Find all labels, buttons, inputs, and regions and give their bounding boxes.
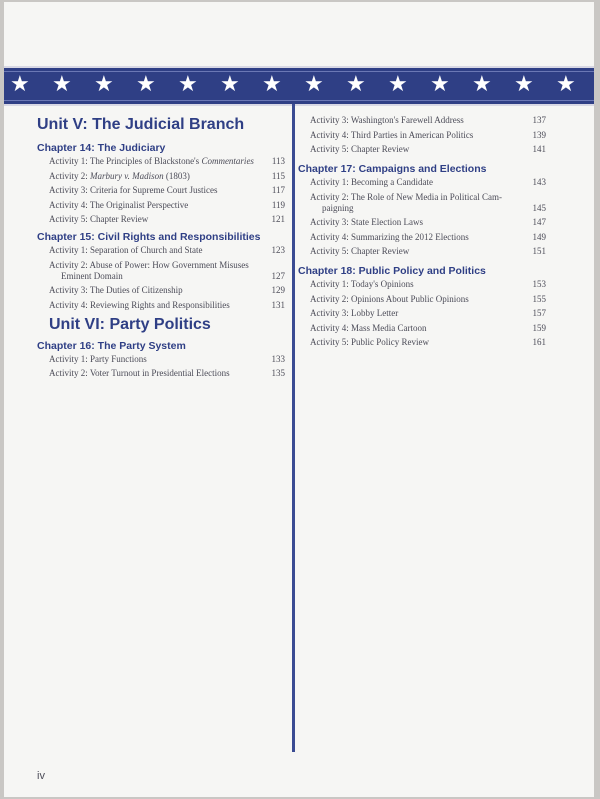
entry-title-line1: Activity 2: The Role of New Media in Political Cam- — [310, 191, 503, 202]
star-icon: ★ — [556, 72, 576, 97]
entry-page: 131 — [271, 299, 285, 310]
entry-title-suffix: (1803) — [163, 170, 190, 181]
chapter-18-heading: Chapter 18: Public Policy and Politics — [298, 265, 486, 277]
entry-page: 151 — [532, 246, 546, 256]
toc-entry[interactable] — [298, 337, 546, 348]
entry-title: Activity 1: Separation of Church and State — [49, 245, 203, 255]
star-icon: ★ — [178, 72, 198, 97]
entry-title-line2: paigning — [322, 202, 354, 213]
toc-entry[interactable] — [298, 232, 546, 243]
chapter-17-heading: Chapter 17: Campaigns and Elections — [298, 163, 487, 175]
entry-page: 155 — [532, 293, 546, 304]
entry-page: 153 — [532, 279, 546, 289]
entry-page: 141 — [532, 144, 546, 154]
entry-page: 139 — [532, 129, 546, 140]
toc-entry[interactable] — [298, 130, 546, 141]
entry-title: Activity 2: — [49, 170, 90, 181]
star-icon: ★ — [346, 72, 366, 97]
star-icon: ★ — [94, 72, 114, 97]
entry-title: Activity 5: Chapter Review — [310, 144, 410, 154]
entry-page: 157 — [532, 308, 546, 318]
entry-title: Activity 3: State Election Laws — [310, 217, 423, 227]
toc-entry[interactable] — [298, 115, 546, 126]
entry-title: Activity 5: Chapter Review — [310, 246, 410, 256]
banner-line-bottom — [4, 100, 594, 101]
entry-page: 127 — [271, 270, 285, 281]
star-icon: ★ — [52, 72, 72, 97]
entry-page: 115 — [271, 170, 285, 181]
toc-entry[interactable] — [298, 144, 546, 155]
toc-entry[interactable] — [37, 156, 285, 167]
entry-title: Activity 4: Reviewing Rights and Responsibilities — [49, 299, 230, 310]
star-icon: ★ — [514, 72, 534, 97]
toc-entry[interactable] — [298, 217, 546, 228]
star-icon: ★ — [262, 72, 282, 97]
toc-entry[interactable] — [37, 200, 285, 211]
entry-page: 135 — [271, 368, 285, 378]
star-banner — [4, 66, 594, 106]
entry-page: 113 — [271, 156, 285, 166]
entry-page: 129 — [271, 285, 285, 295]
toc-entry[interactable] — [37, 245, 285, 256]
entry-page: 145 — [532, 202, 546, 213]
entry-page: 117 — [271, 185, 285, 195]
entry-title: Activity 1: The Principles of Blackstone's — [49, 156, 202, 166]
unit-v-heading: Unit V: The Judicial Branch — [37, 116, 245, 133]
entry-title: Activity 4: Third Parties in American Politics — [310, 129, 474, 140]
column-divider — [292, 104, 295, 752]
toc-entry[interactable] — [37, 285, 285, 296]
star-icon: ★ — [304, 72, 324, 97]
entry-title: Activity 4: Mass Media Cartoon — [310, 322, 427, 333]
entry-title: Activity 1: Today's Opinions — [310, 279, 414, 289]
entry-title: Activity 3: Criteria for Supreme Court Justices — [49, 185, 218, 195]
entry-title: Activity 3: The Duties of Citizenship — [49, 285, 183, 295]
chapter-15-heading: Chapter 15: Civil Rights and Responsibilities — [37, 231, 261, 243]
entry-title-line2: Eminent Domain — [61, 270, 123, 281]
entry-page: 133 — [271, 353, 285, 364]
page-number: iv — [37, 770, 45, 782]
banner-line-top — [4, 71, 594, 72]
toc-entry[interactable] — [298, 308, 546, 319]
entry-page: 137 — [532, 115, 546, 125]
toc-right-column — [298, 115, 546, 348]
entry-title: Activity 2: Voter Turnout in Presidential Elections — [49, 368, 230, 378]
entry-title-italic: Marbury v. Madison — [90, 170, 164, 181]
entry-title: Activity 1: Becoming a Candidate — [310, 177, 433, 187]
toc-entry[interactable] — [298, 323, 546, 334]
entry-title: Activity 2: Opinions About Public Opinions — [310, 293, 469, 304]
entry-title: Activity 5: Chapter Review — [49, 214, 149, 224]
star-icon: ★ — [430, 72, 450, 97]
toc-entry[interactable] — [298, 279, 546, 290]
unit-vi-heading: Unit VI: Party Politics — [49, 315, 211, 333]
entry-page: 161 — [532, 337, 546, 347]
entry-title: Activity 1: Party Functions — [49, 353, 147, 364]
toc-entry[interactable] — [298, 246, 546, 257]
star-icon: ★ — [472, 72, 492, 97]
entry-title: Activity 3: Lobby Letter — [310, 308, 399, 318]
toc-entry[interactable] — [298, 294, 546, 305]
toc-entry[interactable] — [37, 214, 285, 225]
entry-page: 159 — [532, 322, 546, 333]
star-icon: ★ — [136, 72, 156, 97]
entry-page: 121 — [271, 214, 285, 224]
entry-title-line1: Activity 2: Abuse of Power: How Government Misuses — [49, 259, 249, 270]
toc-entry[interactable] — [37, 260, 285, 282]
toc-entry[interactable] — [298, 192, 546, 214]
entry-title: Activity 4: The Originalist Perspective — [49, 199, 189, 210]
star-icon: ★ — [220, 72, 240, 97]
toc-left-column — [37, 115, 285, 379]
entry-title: Activity 3: Washington's Farewell Address — [310, 115, 464, 125]
chapter-14-heading: Chapter 14: The Judiciary — [37, 142, 166, 154]
entry-page: 143 — [532, 177, 546, 187]
toc-entry[interactable] — [37, 354, 285, 365]
toc-entry[interactable] — [37, 368, 285, 379]
entry-title-italic: Commentaries — [201, 156, 254, 166]
toc-entry[interactable] — [37, 300, 285, 311]
star-icon: ★ — [388, 72, 408, 97]
entry-page: 119 — [271, 199, 285, 210]
entry-title: Activity 4: Summarizing the 2012 Elections — [310, 231, 469, 242]
toc-entry[interactable] — [37, 171, 285, 182]
entry-page: 123 — [271, 245, 285, 255]
toc-entry[interactable] — [37, 185, 285, 196]
star-icon: ★ — [10, 72, 30, 97]
entry-title: Activity 5: Public Policy Review — [310, 337, 429, 347]
chapter-16-heading: Chapter 16: The Party System — [37, 339, 186, 352]
toc-entry[interactable] — [298, 177, 546, 188]
entry-page: 149 — [532, 231, 546, 242]
entry-page: 147 — [532, 217, 546, 227]
